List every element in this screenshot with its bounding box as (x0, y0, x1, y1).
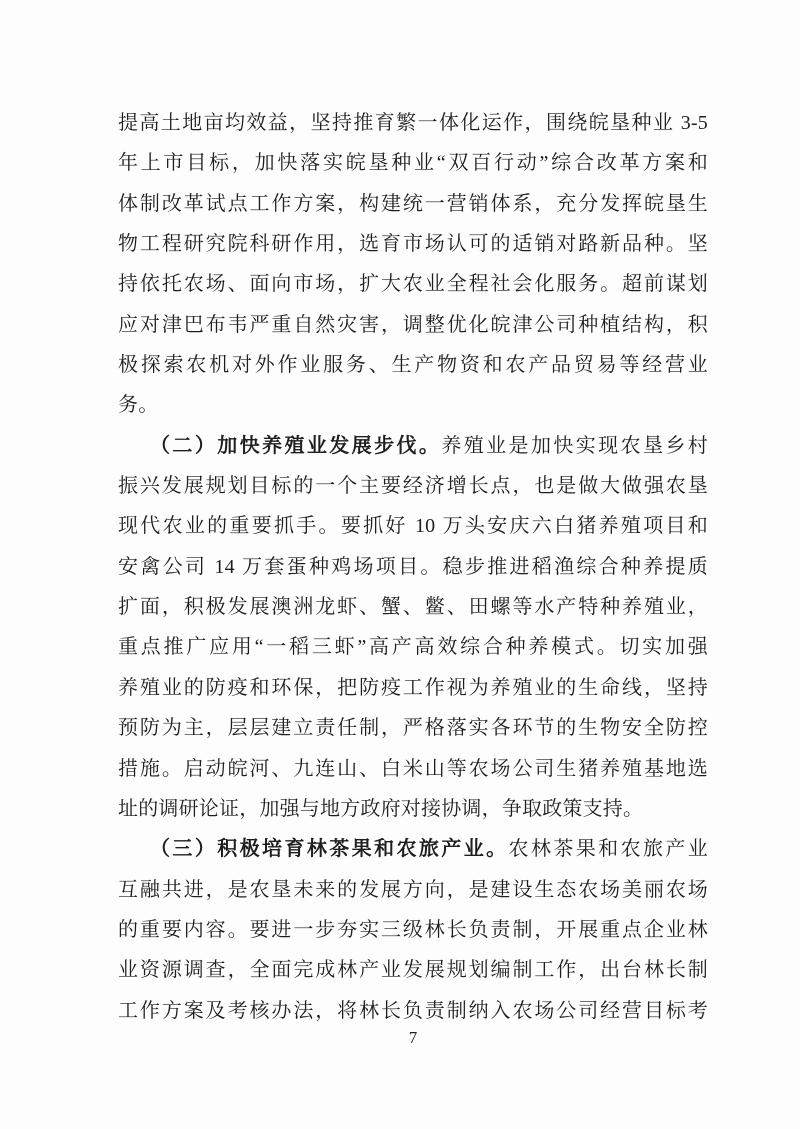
text-line (118, 829, 708, 869)
document-body (118, 103, 708, 1031)
text-line: 址的调研论证，加强与地方政府对接协调，争取政策支持。 (118, 797, 644, 820)
text-line: 互融共进，是农垦未来的发展方向，是建设生态农场美丽农场 (118, 878, 708, 901)
text-line: 扩面，积极发展澳洲龙虾、蟹、鳖、田螺等水产特种养殖业， (118, 596, 708, 619)
text-line: 安禽公司 14 万套蛋种鸡场项目。稳步推进稻渔综合种养提质 (118, 555, 708, 578)
text-run: 养殖业是加快实现农垦乡村 (441, 434, 708, 457)
text-line: 预防为主，层层建立责任制，严格落实各环节的生物安全防控 (118, 717, 708, 740)
text-line (118, 426, 708, 466)
page-number: 7 (408, 1028, 418, 1047)
text-line: 措施。启动皖河、九连山、白米山等农场公司生猪养殖基地选 (118, 757, 708, 780)
text-line: 工作方案及考核办法，将林长负责制纳入农场公司经营目标考 (118, 999, 708, 1022)
text-line: 重点推广应用“一稻三虾”高产高效综合种养模式。切实加强 (118, 636, 708, 659)
text-line: 业资源调查，全面完成林产业发展规划编制工作，出台林长制 (118, 959, 708, 982)
text-line: 持依托农场、面向市场，扩大农业全程社会化服务。超前谋划 (118, 273, 708, 296)
text-line: 现代农业的重要抓手。要抓好 10 万头安庆六白猪养殖项目和 (118, 515, 708, 538)
text-line: 物工程研究院科研作用，选育市场认可的适销对路新品种。坚 (118, 233, 708, 256)
text-line: 应对津巴布韦严重自然灾害，调整优化皖津公司种植结构，积 (118, 313, 708, 336)
text-line: 的重要内容。要进一步夯实三级林长负责制，开展重点企业林 (118, 918, 708, 941)
section-heading-2: （二）加快养殖业发展步伐。 (150, 434, 442, 457)
text-line: 振兴发展规划目标的一个主要经济增长点，也是做大做强农垦 (118, 475, 708, 498)
text-line: 体制改革试点工作方案，构建统一营销体系，充分发挥皖垦生 (118, 192, 708, 215)
text-line: 务。 (118, 394, 159, 417)
text-run: 农林茶果和农旅产业 (508, 838, 708, 861)
text-line: 年上市目标，加快落实皖垦种业“双百行动”综合改革方案和 (118, 152, 708, 175)
text-line: 养殖业的防疫和环保，把防疫工作视为养殖业的生命线，坚持 (118, 676, 708, 699)
text-line: 极探索农机对外作业服务、生产物资和农产品贸易等经营业 (118, 354, 708, 377)
section-heading-3: （三）积极培育林茶果和农旅产业。 (150, 838, 509, 861)
text-line: 提高土地亩均效益，坚持推育繁一体化运作，围绕皖垦种业 3-5 (118, 112, 708, 134)
